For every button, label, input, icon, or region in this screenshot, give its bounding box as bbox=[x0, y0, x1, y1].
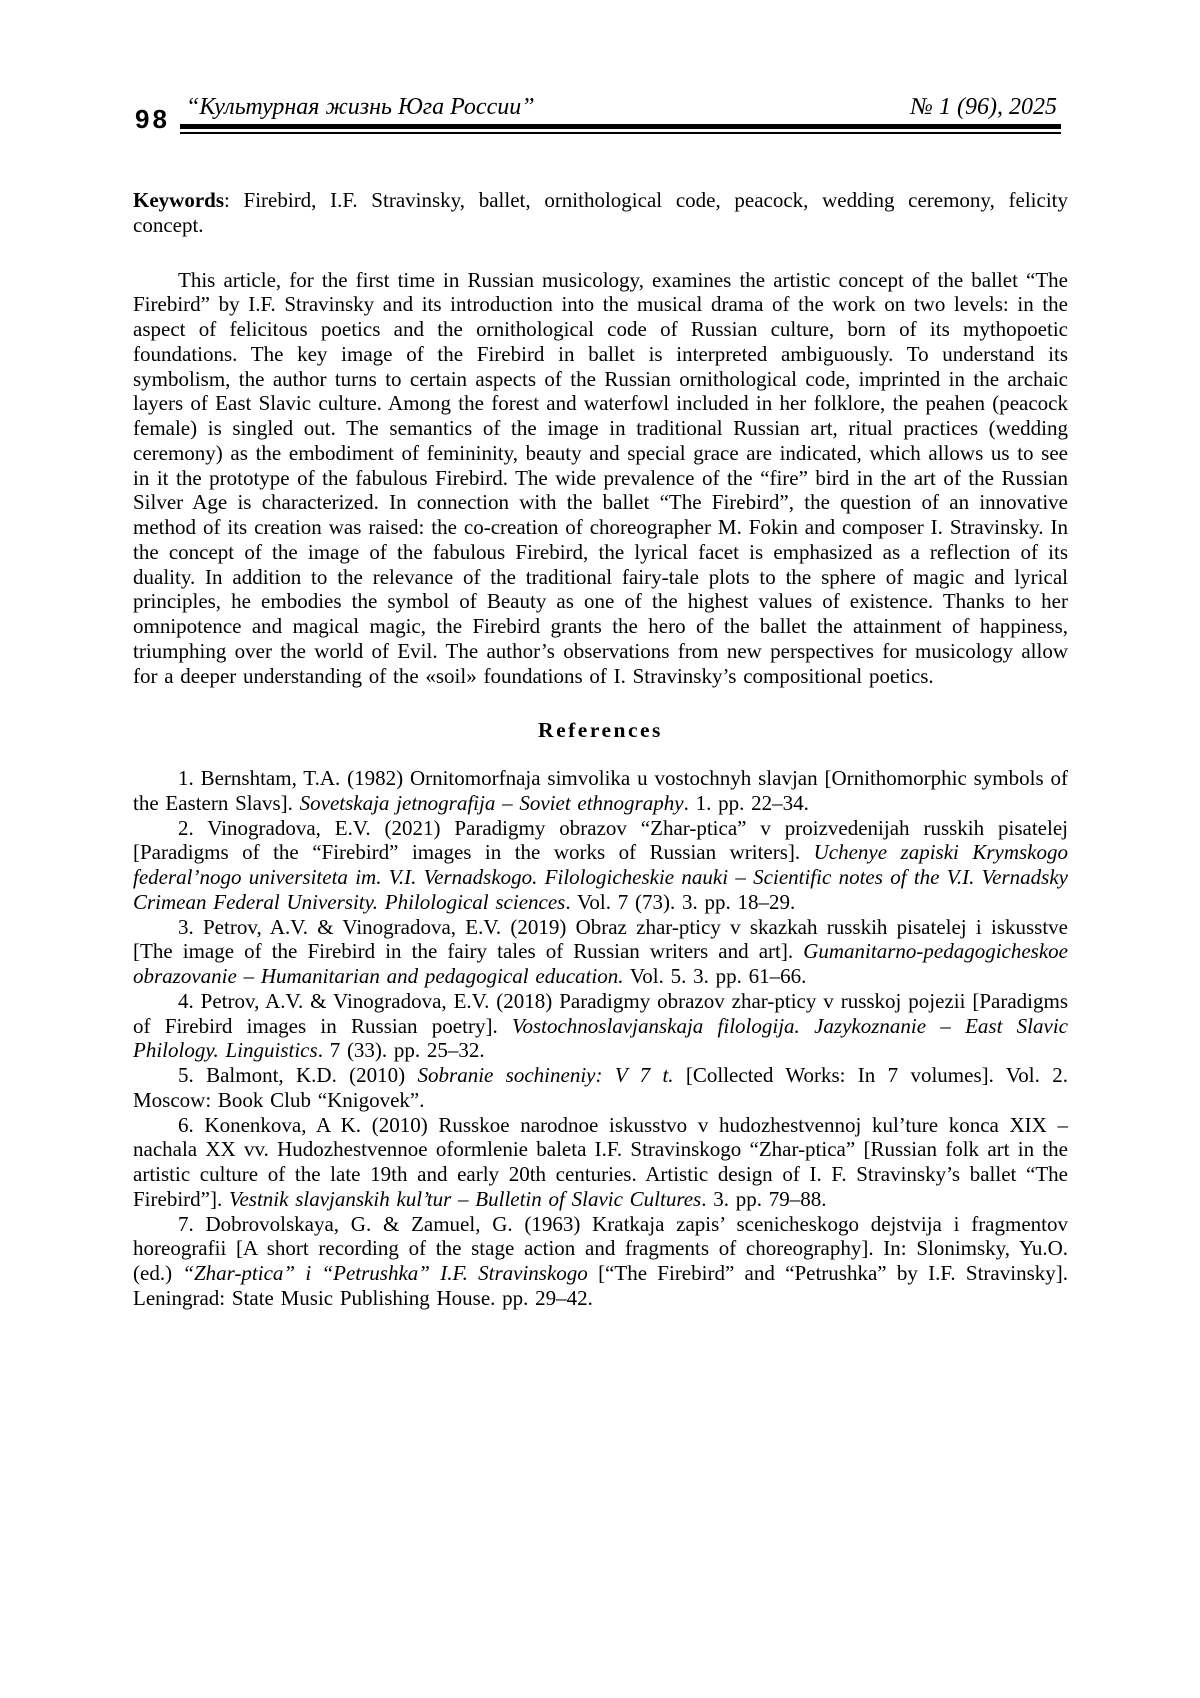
article-body bbox=[133, 188, 1068, 1311]
reference-item bbox=[133, 1113, 1068, 1212]
reference-item bbox=[133, 1063, 1068, 1113]
text-run: Keywords bbox=[133, 188, 224, 212]
text-run: Sovetskaja jetnografija – Soviet ethnography bbox=[299, 790, 684, 815]
reference-item bbox=[133, 915, 1068, 989]
text-run: : Firebird, I.F. Stravinsky, ballet, ornithological code, peacock, wedding ceremony, felicity concept. bbox=[133, 188, 1068, 237]
text-run: Uchenye zapiski Krymskogo federal’nogo universiteta im. V.I. Vernadskogo. Filologicheskie nauki – Scientific notes of the V.I. Vernadsky Crimean Federal University. Philological sciences bbox=[133, 840, 1068, 914]
text-run: 4. Petrov, A.V. & Vinogradova, E.V. (2018) Paradigmy obrazov zhar-pticy v russkoj pojezii [Paradigms of Firebird images in Russian poetry]. bbox=[133, 988, 1068, 1038]
reference-item bbox=[133, 816, 1068, 915]
text-run: Sobranie sochineniy: V 7 t. bbox=[417, 1063, 674, 1087]
reference-item bbox=[133, 766, 1068, 816]
text-run: [“The Firebird” and “Petrushka” by I.F. Stravinsky]. Leningrad: State Music Publishing House. pp. 29–42. bbox=[133, 1261, 1068, 1310]
text-run: 5. Balmont, K.D. (2010) bbox=[178, 1063, 418, 1087]
text-run: . 3. pp. 79–88. bbox=[701, 1186, 827, 1211]
text-run: Gumanitarno-pedagogicheskoe obrazovanie – Humanitarian and pedagogical education. bbox=[133, 939, 1068, 988]
journal-title: “Культурная жизнь Юга России” bbox=[186, 94, 535, 120]
references-list bbox=[133, 766, 1068, 1311]
text-run: 7. Dobrovolskaya, G. & Zamuel, G. (1963) Kratkaja zapis’ scenicheskogo dejstvija i fragmentov horeografii [A short recording of the stage action and fragments of choreography]. In: Slonimsky, Yu.O. (ed.) bbox=[133, 1211, 1068, 1285]
reference-item bbox=[133, 1212, 1068, 1311]
text-run: . 7 (33). pp. 25–32. bbox=[317, 1038, 485, 1063]
text-run: 3. Petrov, A.V. & Vinogradova, E.V. (2019) Obraz zhar-pticy v skazkah russkih pisatelej i iskusstve [The image of the Firebird in the fairy tales of Russian writers and art]. bbox=[133, 914, 1068, 964]
header-rule-thick bbox=[180, 124, 1061, 129]
page-number: 98 bbox=[135, 104, 170, 134]
reference-item bbox=[133, 989, 1068, 1063]
running-head bbox=[180, 94, 1061, 121]
text-run: “Zhar-ptica” i “Petrushka” I.F. Stravinskogo bbox=[182, 1261, 588, 1285]
references-heading: References bbox=[538, 718, 663, 743]
text-run: 2. Vinogradova, E.V. (2021) Paradigmy obrazov “Zhar-ptica” v proizvedenijah russkih pisatelej [Paradigms of the “Firebird” images in the works of Russian writers]. bbox=[133, 815, 1068, 865]
header-rule-thin bbox=[180, 132, 1061, 134]
abstract-paragraph: This article, for the first time in Russian musicology, examines the artistic concept of the ballet “The Firebird” by I.F. Stravinsky and its introduction into the musical drama of the work on two levels: in the aspect of felicitous poetics and the ornithological code of Russian culture, born of its mythopoetic foundations. The key image of the Firebird in ballet is interpreted ambiguously. To understand its symbolism, the author turns to certain aspects of the Russian ornithological code, imprinted in the archaic layers of East Slavic culture. Among the forest and waterfowl included in her folklore, the peahen (peacock female) is singled out. The semantics of the image in traditional Russian art, ritual practices (wedding ceremony) as the embodiment of femininity, beauty and special grace are indicated, which allows us to see in it the prototype of the fabulous Firebird. The wide prevalence of the “fire” bird in the art of the Russian Silver Age is characterized. In connection with the ballet “The Firebird”, the question of an innovative method of its creation was raised: the co-creation of choreographer M. Fokin and composer I. Stravinsky. In the concept of the image of the fabulous Firebird, the lyrical facet is emphasized as a reflection of its duality. In addition to the relevance of the traditional fairy-tale plots to the sphere of magic and lyrical principles, he embodies the symbol of Beauty as one of the highest values of existence. Thanks to her omnipotence and magical magic, the Firebird grants the hero of the ballet the attainment of happiness, triumphing over the world of Evil. The author’s observations from new perspectives for musicology allow for a deeper understanding of the «soil» foundations of I. Stravinsky’s compositional poetics. bbox=[133, 267, 1068, 688]
text-run: Vol. 5. 3. pp. 61–66. bbox=[623, 964, 807, 988]
text-run: 1. Bernshtam, T.A. (1982) Ornitomorfnaja simvolika u vostochnyh slavjan [Ornithomorphic symbols of the Eastern Slavs]. bbox=[133, 766, 1068, 815]
text-run: Vostochnoslavjanskaja filologija. Jazykoznanie – East Slavic Philology. Linguistics bbox=[133, 1013, 1068, 1063]
text-run: . Vol. 7 (73). 3. pp. 18–29. bbox=[565, 889, 796, 914]
page-header bbox=[180, 94, 1061, 134]
text-run: Vestnik slavjanskih kul’tur – Bulletin of Slavic Cultures bbox=[228, 1186, 702, 1211]
issue-info: № 1 (96), 2025 bbox=[910, 94, 1057, 120]
text-run: 6. Konenkova, A K. (2010) Russkoe narodnoe iskusstvo v hudozhestvennoj kul’ture konca XIX – nachala XX vv. Hudozhestvennoe oformlenie baleta I.F. Stravinskogo “Zhar-ptica” [Russian folk art in the artistic culture of the late 19th and early 20th centuries. Artistic design of I. F. Stravinsky’s ballet “The Firebird”]. bbox=[133, 1112, 1068, 1211]
text-run: . 1. pp. 22–34. bbox=[683, 790, 809, 815]
keywords-paragraph bbox=[133, 188, 1068, 238]
text-run: [Collected Works: In 7 volumes]. Vol. 2. Moscow: Book Club “Knigovek”. bbox=[133, 1063, 1068, 1112]
